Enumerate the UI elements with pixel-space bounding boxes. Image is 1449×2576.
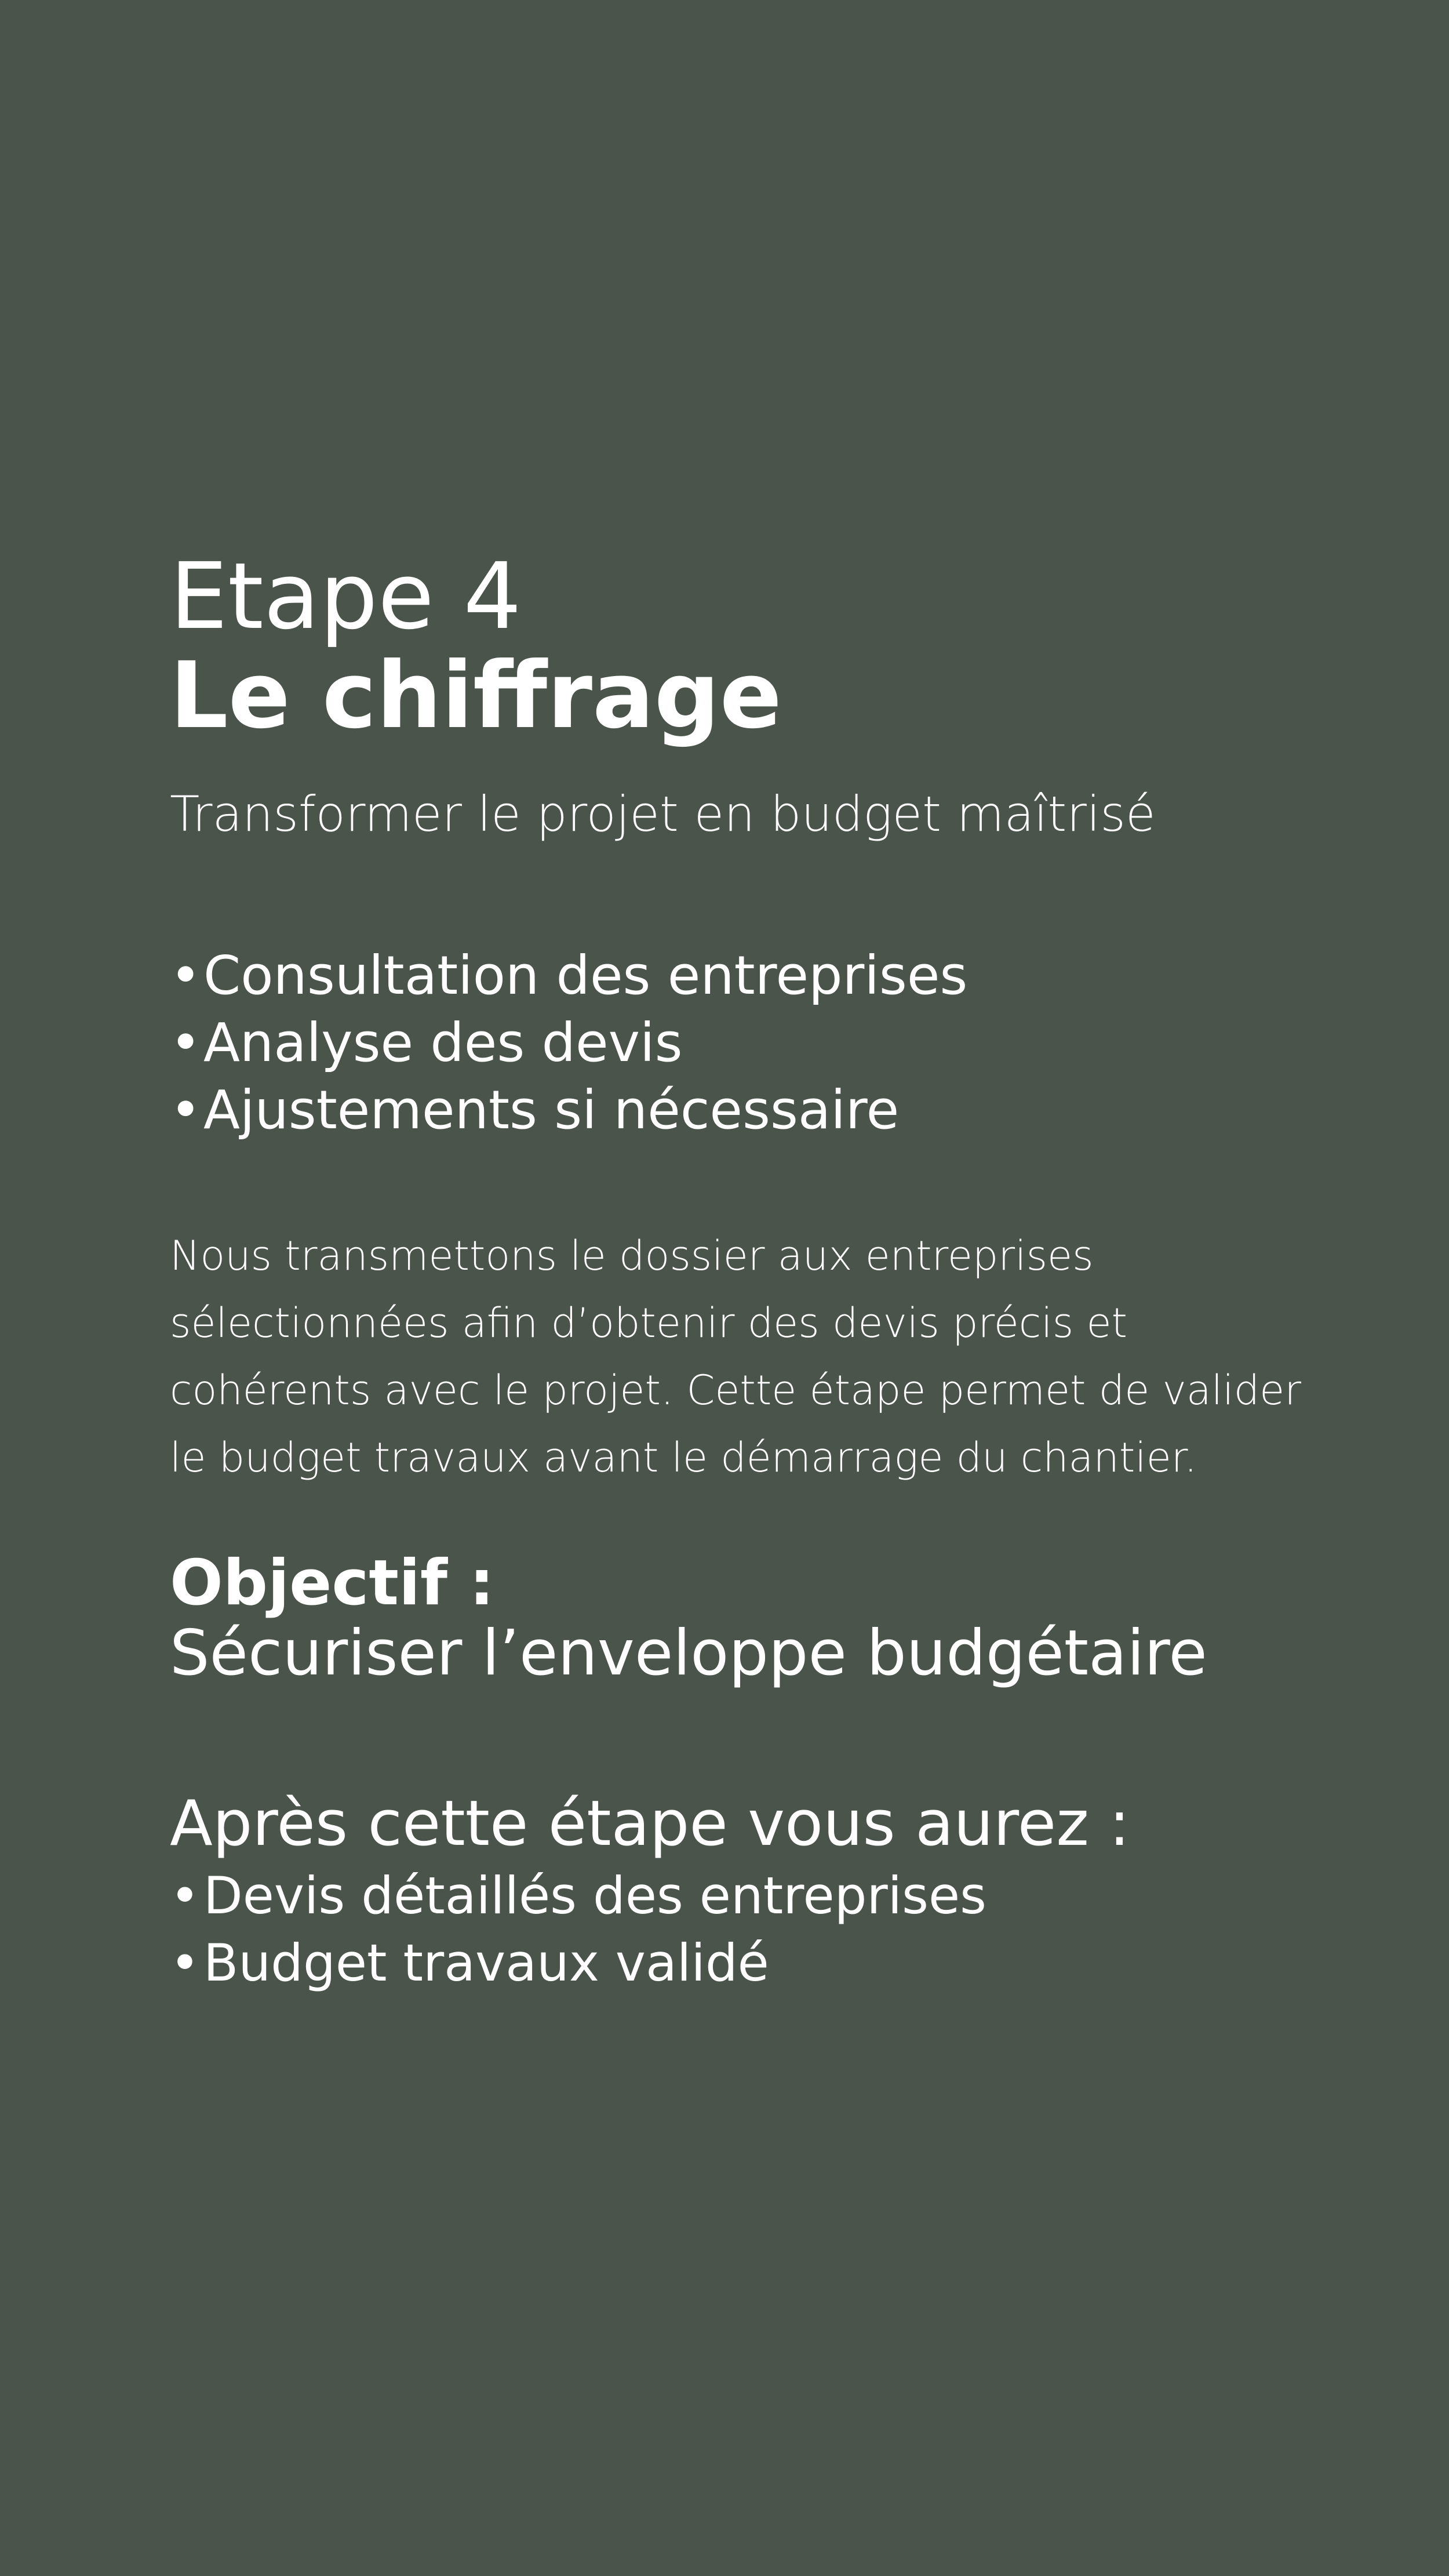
bullet-icon: •	[170, 1011, 202, 1074]
deliverable-label: Devis détaillés des entreprises	[203, 1866, 986, 1926]
after-step-title: Après cette étape vous aurez :	[170, 1787, 1130, 1861]
deliverable-label: Budget travaux validé	[203, 1933, 769, 1993]
deliverable-item	[170, 1862, 1329, 1930]
service-label: Ajustements si nécessaire	[203, 1078, 900, 1141]
step-number: Etape 4	[170, 543, 522, 650]
service-item	[170, 1009, 1329, 1077]
step-description: Nous transmettons le dossier aux entreprises sélectionnées afin d’obtenir des devis précis et cohérents avec le projet. Cette étape permet de valider le budget travaux avant le démarrage du chantier.	[170, 1231, 1302, 1481]
bullet-icon: •	[170, 1078, 202, 1141]
objective-text: Sécuriser l’enveloppe budgétaire	[170, 1616, 1207, 1690]
service-item	[170, 1077, 1329, 1144]
service-item	[170, 942, 1329, 1009]
bullet-icon: •	[170, 944, 202, 1007]
bullet-icon: •	[170, 1866, 200, 1926]
service-label: Analyse des devis	[203, 1011, 683, 1074]
bullet-icon: •	[170, 1933, 200, 1993]
objective-label: Objectif :	[170, 1546, 494, 1619]
deliverable-item	[170, 1930, 1329, 1997]
step-subtitle: Transformer le projet en budget maîtrisé	[170, 785, 1156, 842]
services-list	[170, 942, 1329, 1144]
deliverables-list	[170, 1862, 1329, 1997]
step-title: Le chiffrage	[170, 642, 782, 749]
service-label: Consultation des entreprises	[203, 944, 968, 1007]
step-content	[170, 543, 1329, 1997]
